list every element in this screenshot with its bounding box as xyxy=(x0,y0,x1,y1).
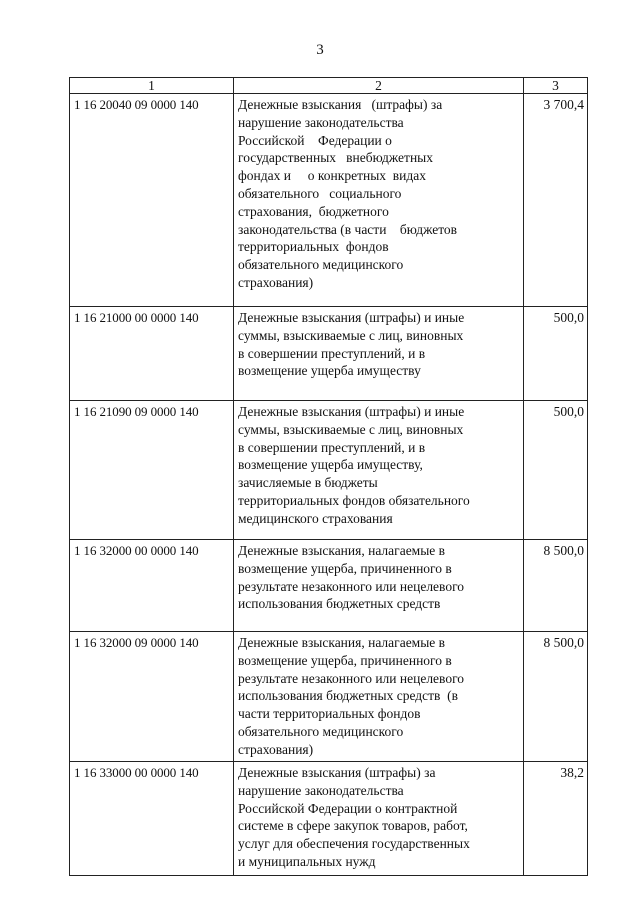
table-row xyxy=(70,632,588,762)
table-row xyxy=(70,401,588,540)
description-line: результате незаконного или нецелевого xyxy=(238,578,465,594)
description-line: обязательного медицинского xyxy=(238,257,404,273)
description-line: зачисляемые в бюджеты xyxy=(238,475,378,491)
description-line: использования бюджетных средств xyxy=(238,596,441,612)
description-line: территориальных фондов обязательного xyxy=(238,492,470,508)
page-number: 3 xyxy=(316,42,324,58)
description-line: части территориальных фондов xyxy=(238,706,421,722)
description-line: обязательного социального xyxy=(238,185,402,201)
description-line: возмещение ущерба имуществу xyxy=(238,363,421,379)
column-header-3: 3 xyxy=(524,78,588,94)
description-line: Денежные взыскания (штрафы) и иные xyxy=(238,404,465,419)
description-line: результате незаконного или нецелевого xyxy=(238,670,465,686)
description-line: использования бюджетных средств (в xyxy=(238,688,459,704)
row-amount: 500,0 xyxy=(524,307,588,401)
table-row xyxy=(70,307,588,401)
row-code: 1 16 21000 00 0000 140 xyxy=(70,307,234,401)
row-description xyxy=(234,632,524,762)
description-line: Российской Федерации о контрактной xyxy=(238,800,458,816)
description-line: медицинского страхования xyxy=(238,510,393,526)
row-code: 1 16 20040 09 0000 140 xyxy=(70,94,234,307)
table-row xyxy=(70,762,588,876)
row-code: 1 16 33000 00 0000 140 xyxy=(70,762,234,876)
description-line: Денежные взыскания (штрафы) и иные xyxy=(238,310,465,325)
description-line: возмещение ущерба, причиненного в xyxy=(238,652,452,668)
description-line: территориальных фондов xyxy=(238,239,389,255)
description-line: суммы, взыскиваемые с лиц, виновных xyxy=(238,421,464,437)
row-description xyxy=(234,94,524,307)
description-line: возмещение ущерба имуществу, xyxy=(238,457,423,473)
description-line: страхования) xyxy=(238,741,314,757)
description-line: Денежные взыскания (штрафы) за xyxy=(238,97,443,112)
row-amount: 38,2 xyxy=(524,762,588,876)
description-line: страхования) xyxy=(238,274,314,290)
description-line: фондах и о конкретных видах xyxy=(238,168,426,184)
description-line: Денежные взыскания, налагаемые в xyxy=(238,543,446,558)
description-line: Денежные взыскания, налагаемые в xyxy=(238,635,446,650)
revenue-table xyxy=(69,77,588,876)
description-line: страхования, бюджетного xyxy=(238,203,389,219)
description-line: Российской Федерации о xyxy=(238,132,392,148)
row-description xyxy=(234,762,524,876)
table-row xyxy=(70,94,588,307)
description-line: нарушение законодательства xyxy=(238,782,404,798)
description-line: системе в сфере закупок товаров, работ, xyxy=(238,818,468,834)
description-line: законодательства (в части бюджетов xyxy=(238,221,458,237)
description-line: и муниципальных нужд xyxy=(238,853,376,869)
description-line: нарушение законодательства xyxy=(238,114,404,130)
row-amount: 3 700,4 xyxy=(524,94,588,307)
row-description xyxy=(234,401,524,540)
description-line: суммы, взыскиваемые с лиц, виновных xyxy=(238,327,464,343)
column-header-2: 2 xyxy=(234,78,524,94)
description-line: в совершении преступлений, и в xyxy=(238,345,426,361)
row-amount: 8 500,0 xyxy=(524,632,588,762)
description-line: Денежные взыскания (штрафы) за xyxy=(238,765,436,780)
row-amount: 8 500,0 xyxy=(524,540,588,632)
description-line: государственных внебюджетных xyxy=(238,150,433,166)
description-line: обязательного медицинского xyxy=(238,723,404,739)
column-header-1: 1 xyxy=(70,78,234,94)
table-header-row xyxy=(70,78,588,94)
row-description xyxy=(234,540,524,632)
description-line: в совершении преступлений, и в xyxy=(238,439,426,455)
row-description xyxy=(234,307,524,401)
description-line: возмещение ущерба, причиненного в xyxy=(238,560,452,576)
row-code: 1 16 21090 09 0000 140 xyxy=(70,401,234,540)
row-code: 1 16 32000 09 0000 140 xyxy=(70,632,234,762)
description-line: услуг для обеспечения государственных xyxy=(238,836,470,852)
row-amount: 500,0 xyxy=(524,401,588,540)
table-row xyxy=(70,540,588,632)
row-code: 1 16 32000 00 0000 140 xyxy=(70,540,234,632)
